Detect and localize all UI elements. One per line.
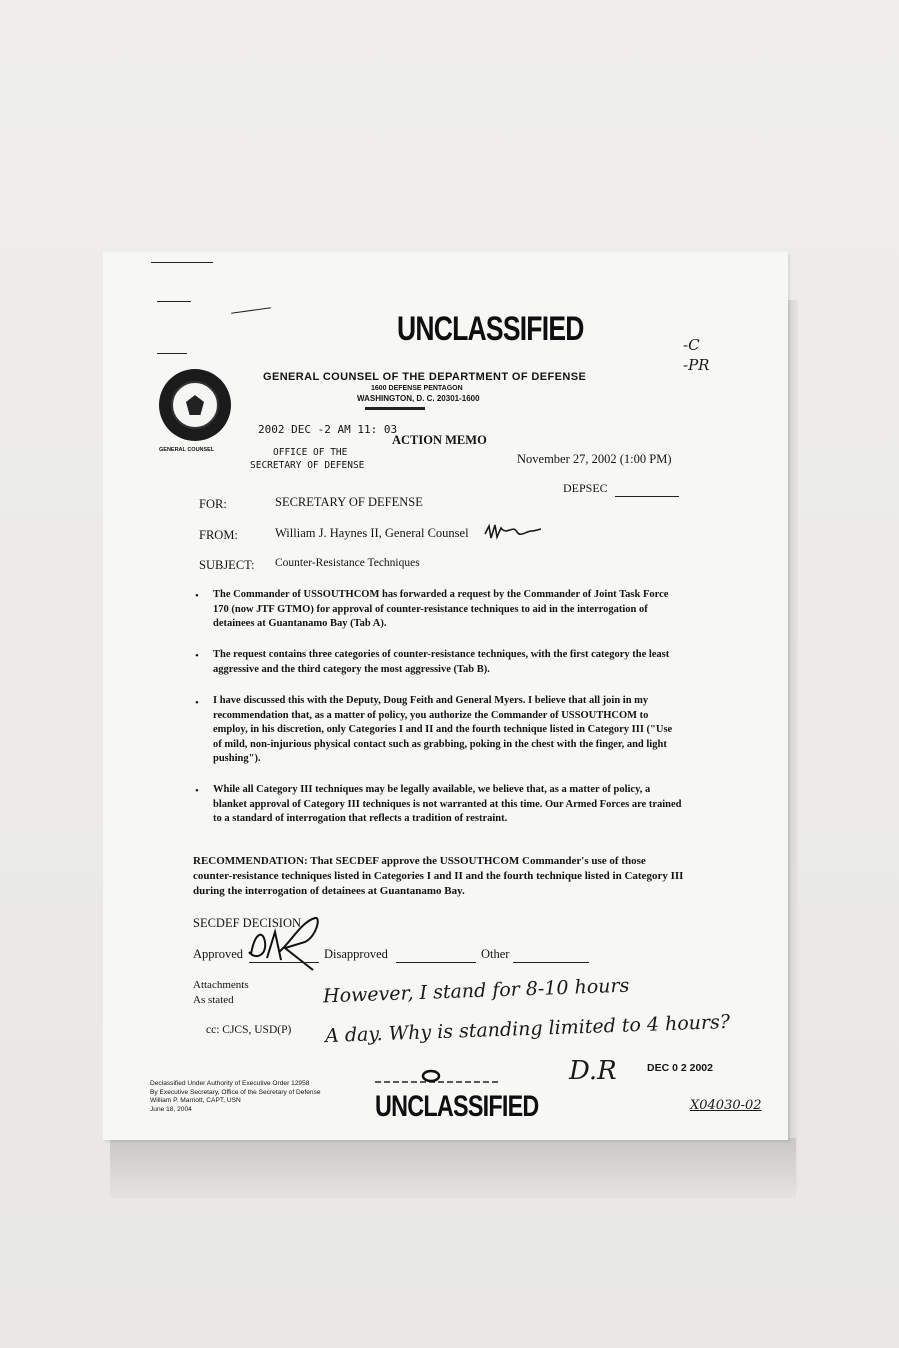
received-office: SECRETARY OF DEFENSE: [250, 460, 365, 471]
footer-marker-icon: [373, 1068, 499, 1086]
dod-seal-icon: [159, 369, 231, 441]
depsec-line: [615, 496, 679, 497]
footer-classification-stamp: UNCLASSIFIED: [375, 1090, 539, 1123]
rumsfeld-initials: D.R: [569, 1056, 617, 1086]
memo-bullet-paragraph: While all Category III techniques may be legally available, we believe that, as a matter of policy, a blanket approval of Category III techniques is not warranted at this time. Our Armed Forces are trained to a standard of interrogation that reflects a tradition of restraint.: [213, 784, 682, 825]
office-title: GENERAL COUNSEL OF THE DEPARTMENT OF DEFENSE: [263, 371, 587, 383]
decision-label: SECDEF DECISION: [193, 916, 301, 930]
control-number: X04030-02: [690, 1098, 762, 1113]
approved-label: Approved: [193, 947, 243, 961]
memo-date: November 27, 2002 (1:00 PM): [517, 452, 672, 466]
declass-line: Declassified Under Authority of Executive Order 12958: [150, 1080, 310, 1087]
margin-mark: -C: [683, 336, 700, 354]
subject-label: SUBJECT:: [199, 558, 255, 572]
bullet-marker: •: [195, 697, 199, 709]
recommendation-paragraph: RECOMMENDATION: That SECDEF approve the USSOUTHCOM Commander's use of those counter-resistance techniques listed in Categories I and II and the fourth technique listed in Category III during the interrogation of detainees at Guantanamo Bay.: [193, 855, 684, 897]
subject-value: Counter-Resistance Techniques: [275, 557, 420, 569]
fax-mark: [157, 301, 191, 302]
other-label: Other: [481, 947, 510, 961]
memo-bullet-paragraph: The Commander of USSOUTHCOM has forwarded a request by the Commander of Joint Task Force 170 (now JTF GTMO) for approval of counter-resistance techniques to aid in the interrogation of detainees at Guantanamo Bay (Tab A).: [213, 589, 669, 630]
fax-mark: [157, 353, 187, 354]
mounted-memo-panel: [103, 252, 788, 1140]
depsec-label: DEPSEC: [563, 481, 608, 495]
for-value: SECRETARY OF DEFENSE: [275, 495, 423, 509]
fax-mark: [231, 307, 271, 314]
received-time-stamp: 2002 DEC -2 AM 11: 03: [258, 423, 398, 436]
declass-line: By Executive Secretary, Office of the Secretary of Defense: [150, 1088, 321, 1096]
disapproved-line: [396, 962, 476, 963]
memo-bullet-paragraph: The request contains three categories of counter-resistance techniques, with the first category the least aggressive and the third category the most aggressive (Tab B).: [213, 649, 670, 675]
panel-shadow: [110, 1138, 796, 1198]
fax-mark: [151, 262, 213, 263]
office-address-line: 1600 DEFENSE PENTAGON: [371, 385, 463, 392]
haynes-signature: [483, 522, 543, 544]
bullet-marker: •: [195, 650, 199, 662]
attachments-label: Attachments: [193, 979, 249, 991]
for-label: FOR:: [199, 497, 227, 511]
declassification-block: [150, 1080, 321, 1114]
bullet-marker: •: [195, 785, 199, 797]
other-line: [513, 962, 589, 963]
handwritten-note-line: A day. Why is standing limited to 4 hours?: [324, 1010, 731, 1048]
bullet-marker: •: [195, 590, 199, 602]
handwritten-note-line: However, I stand for 8-10 hours: [322, 974, 630, 1008]
declass-line: William P. Marriott, CAPT, USN: [150, 1097, 241, 1104]
decision-date-stamp: DEC 0 2 2002: [647, 1062, 713, 1074]
office-address-line: WASHINGTON, D. C. 20301-1600: [357, 394, 480, 403]
memo-bullet-paragraph: I have discussed this with the Deputy, Doug Feith and General Myers. I believe that all join in my recommendation that, as a matter of policy, you authorize the Commander of USSOUTHCOM to employ, in his discretion, only Categories I and II and the fourth technique listed in Category III ("Use of mild, non-injurious physical contact such as grabbing, poking in the chest with the finger, and light pushing").: [213, 695, 673, 765]
from-label: FROM:: [199, 528, 238, 542]
disapproved-label: Disapproved: [324, 947, 388, 961]
redaction-strike: [365, 407, 425, 410]
from-value: William J. Haynes II, General Counsel: [275, 526, 469, 540]
header-classification-stamp: UNCLASSIFIED: [397, 310, 584, 348]
cc-line: cc: CJCS, USD(P): [206, 1024, 292, 1036]
declass-line: June 18, 2004: [150, 1105, 192, 1113]
approved-line: [249, 962, 319, 963]
margin-mark: -PR: [683, 356, 710, 374]
as-stated-label: As stated: [193, 994, 234, 1006]
approval-signature: [245, 912, 341, 972]
seal-caption: GENERAL COUNSEL: [159, 447, 215, 453]
received-office: OFFICE OF THE: [273, 447, 348, 458]
memo-type: ACTION MEMO: [392, 433, 487, 447]
